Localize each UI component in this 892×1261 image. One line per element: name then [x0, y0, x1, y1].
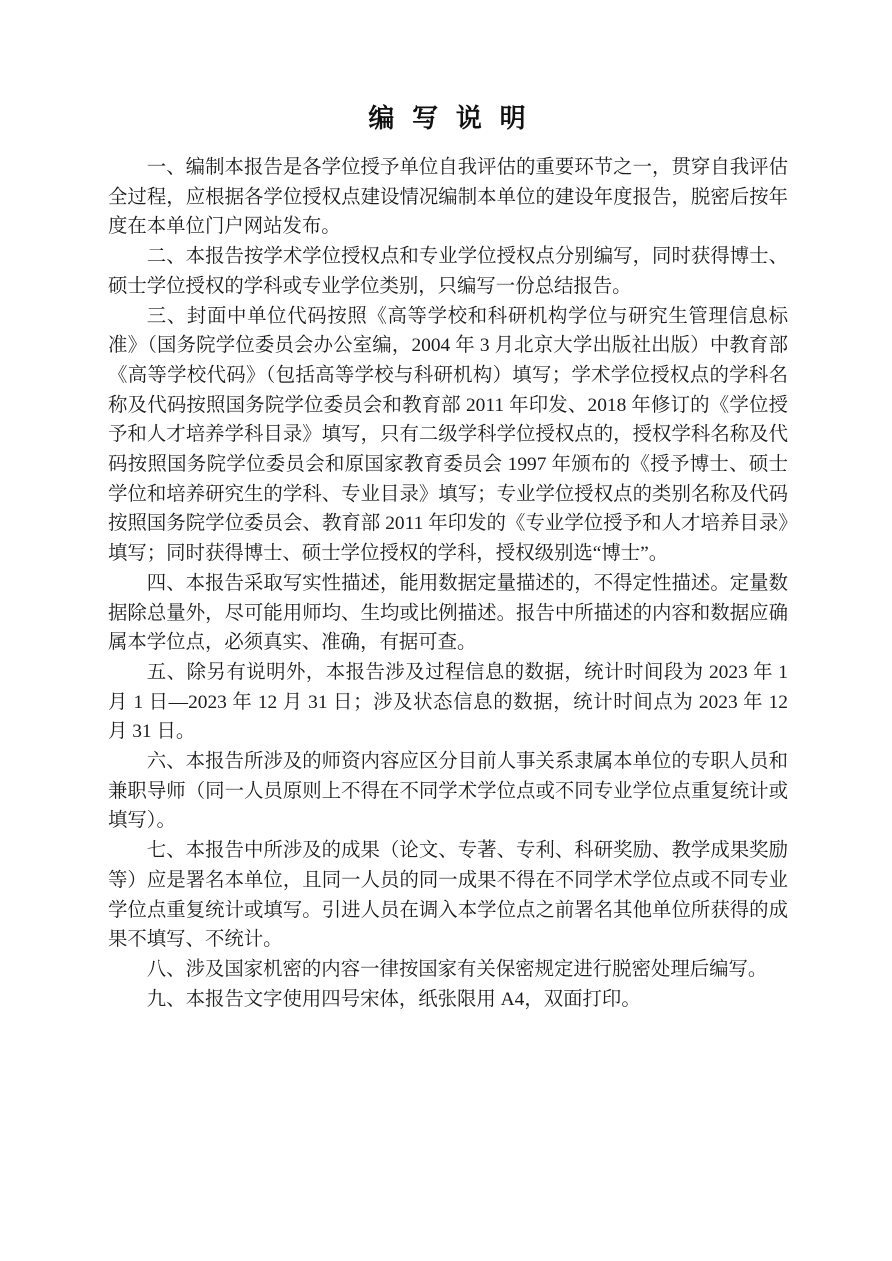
paragraph-5: 五、除另有说明外，本报告涉及过程信息的数据，统计时间段为 2023 年 1 月 1 日—2023 年 12 月 31 日；涉及状态信息的数据，统计时间点为 2023 年 12 月 31 日。	[108, 661, 788, 743]
paragraph-8: 八、涉及国家机密的内容一律按国家有关保密规定进行脱密处理后编写。	[146, 958, 768, 980]
document-content	[108, 102, 788, 1014]
paragraph-3: 三、封面中单位代码按照《高等学校和科研机构学位与研究生管理信息标准》（国务院学位委员会办公室编，2004 年 3 月北京大学出版社出版）中教育部《高等学校代码》（包括高等学校与科研机构）填写；学术学位授权点的学科名称及代码按照国务院学位委员会和教育部 2011 年印发、2018 年修订的《学位授予和人才培养学科目录》填写，只有二级学科学位授权点的，授权学科名称及代码按照国务院学位委员会和原国家教育委员会 1997 年颁布的《授予博士、硕士学位和培养研究生的学科、专业目录》填写；专业学位授权点的类别名称及代码按照国务院学位委员会、教育部 2011 年印发的《专业学位授予和人才培养目录》填写；同时获得博士、硕士学位授权的学科，授权级别选“博士”。	[108, 305, 788, 565]
paragraph-2: 二、本报告按学术学位授权点和专业学位授权点分别编写，同时获得博士、硕士学位授权的学科或专业学位类别，只编写一份总结报告。	[108, 246, 788, 297]
paragraph-1: 一、编制本报告是各学位授予单位自我评估的重要环节之一，贯穿自我评估全过程，应根据各学位授权点建设情况编制本单位的建设年度报告，脱密后按年度在本单位门户网站发布。	[108, 157, 788, 238]
page-title: 编 写 说 明	[368, 104, 528, 133]
paragraph-4: 四、本报告采取写实性描述，能用数据定量描述的，不得定性描述。定量数据除总量外，尽可能用师均、生均或比例描述。报告中所描述的内容和数据应确属本学位点，必须真实、准确，有据可查。	[108, 572, 788, 654]
paragraph-7: 七、本报告中所涉及的成果（论文、专著、专利、科研奖励、教学成果奖励等）应是署名本单位，且同一人员的同一成果不得在不同学术学位点或不同专业学位点重复统计或填写。引进人员在调入本学位点之前署名其他单位所获得的成果不填写、不统计。	[108, 840, 788, 951]
paragraph-9: 九、本报告文字使用四号宋体，纸张限用 A4，双面打印。	[146, 988, 641, 1010]
paragraph-6: 六、本报告所涉及的师资内容应区分目前人事关系隶属本单位的专职人员和兼职导师（同一人员原则上不得在不同学术学位点或不同专业学位点重复统计或填写）。	[108, 751, 788, 832]
